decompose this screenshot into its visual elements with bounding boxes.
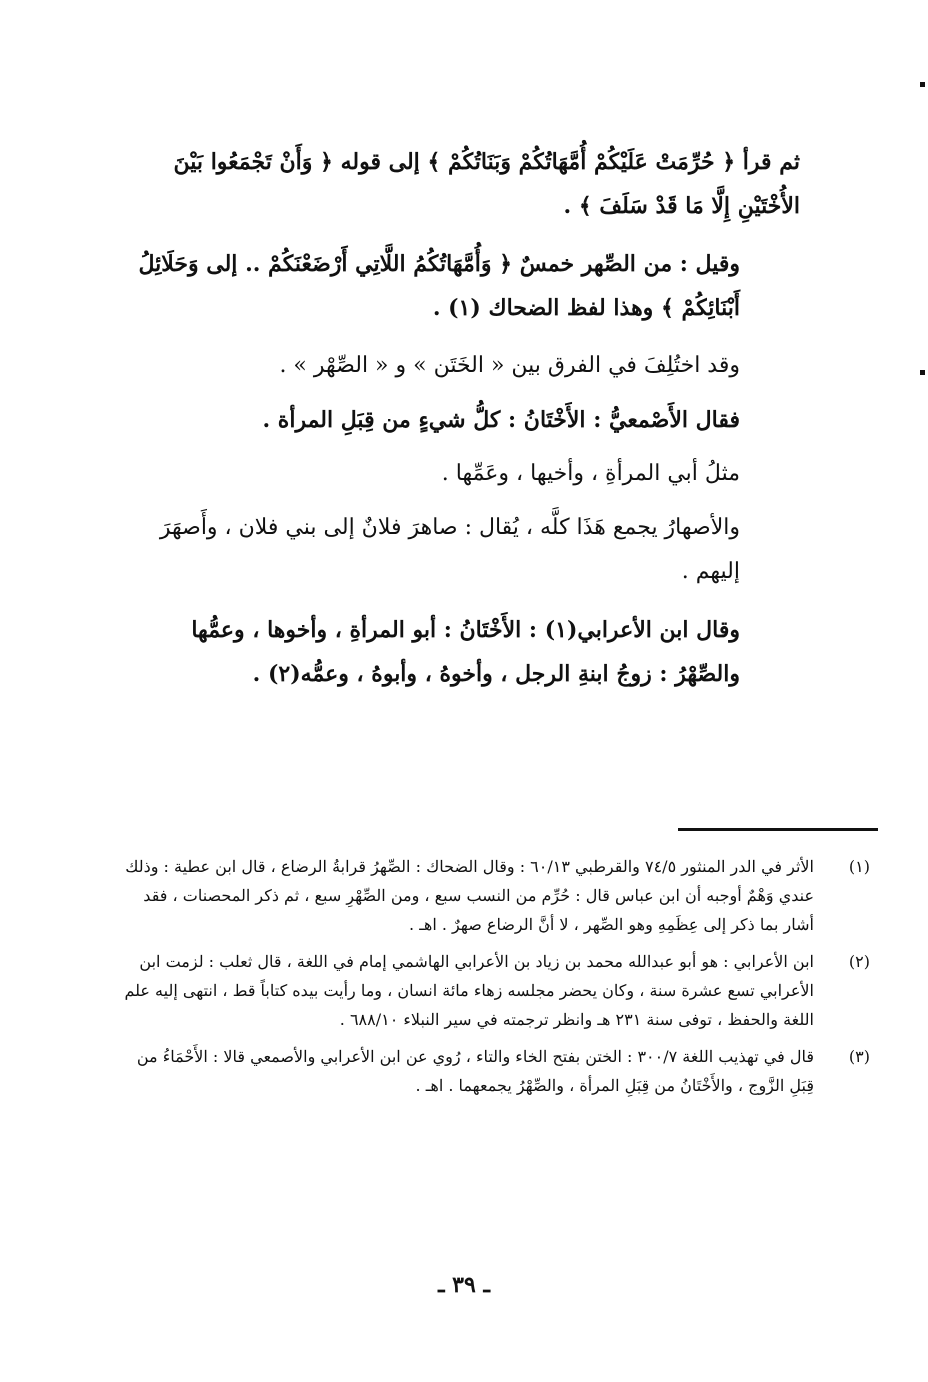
footnote-number: (٢) xyxy=(848,952,870,971)
footnote-text: الأثر في الدر المنثور ٧٤/٥ والقرطبي ٦٠/١٣ : وقال الضحاك : الصِّهرُ قرابةُ الرضاع ، قال ابن عطية : وذلك عندي وَهْمٌ أوجبه أن ابن عباس قال : حُرِّم من النسب سبع ، ومن الصِّهْرِ سبع ، ثم ذكر المحصنات ، فقد أشار بما ذكر إلى عِظَمِهِ وهو الصِّهر ، لا أنَّ الرضاع صهرٌ . اهـ . xyxy=(125,857,814,934)
footnote-divider xyxy=(678,828,878,831)
footnote-text: قال في تهذيب اللغة ٣٠٠/٧ : الختن بفتح الخاء والتاء ، رُوي عن ابن الأعرابي والأصمعي قالا : الأَحْمَاءُ من قِبَلِ الزَّوج ، والأَخْتَانُ من قِبَلِ المرأة ، والصِّهْرُ يجمعهما . اهـ . xyxy=(136,1047,814,1095)
page-number: ـ ٣٩ ـ xyxy=(438,1272,490,1298)
main-text xyxy=(120,140,800,696)
paragraph-asmai: فقال الأَصْمعيُّ : الأَخْتَانُ : كلُّ شيءٍ من قِبَلِ المرأة . xyxy=(262,407,740,433)
footnote-text: ابن الأعرابي : هو أبو عبدالله محمد بن زياد بن الأعرابي الهاشمي إمام في اللغة ، قال ثعلب : لزمت ابن الأعرابي تسع عشرة سنة ، وكان يحضر مجلسه زهاء مائة انسان ، وما رأيت بيده كتاباً قط ، انتهى إليه علم اللغة والحفظ ، توفى سنة ٢٣١ هـ وانظر ترجمته في سير النبلاء ٦٨٨/١٠ . xyxy=(124,952,814,1029)
paragraph-difference: وقد اختُلِفَ في الفرق بين « الخَتَن » و « الصِّهْر » . xyxy=(279,353,740,378)
paragraph-ibn-arabi: وقال ابن الأعرابي(١) : الأَخْتَانُ : أبو المرأةِ ، وأخوها ، وعمُّها والصِّهْرُ : زوجُ ابنةِ الرجل ، وأخوهُ ، وأبوهُ ، وعمُّه(٢) . xyxy=(191,617,740,687)
footnote xyxy=(118,1042,870,1100)
footnote-number: (٣) xyxy=(848,1047,870,1066)
margin-mark xyxy=(920,370,925,375)
margin-mark xyxy=(920,82,925,87)
paragraph-example: مثلُ أبي المرأةِ ، وأخيها ، وعَمِّها . xyxy=(441,461,740,486)
footnotes xyxy=(118,852,870,1108)
paragraph-ashar: والأصهارُ يجمع هَذَا كلَّه ، يُقال : صاهرَ فلانٌ إلى بني فلان ، وأَصهَرَ إليهم . xyxy=(159,515,740,584)
footnote xyxy=(118,852,870,939)
footnote xyxy=(118,947,870,1034)
footnote-number: (١) xyxy=(848,857,870,876)
paragraph-sihr-five: وقيل : من الصِّهر خمسٌ ﴿ وَأُمَّهَاتُكُمُ اللَّاتِي أَرْضَعْنَكُمْ .. إلى وَحَلَائِلُ أَبْنَائِكُمْ ﴾ وهذا لفظ الضحاك (١) . xyxy=(138,251,740,321)
paragraph-quran-verse: ثم قرأ ﴿ حُرِّمَتْ عَلَيْكُمْ أُمَّهَاتُكُمْ وَبَنَاتُكُمْ ﴾ إلى قوله ﴿ وَأَنْ تَجْمَعُوا بَيْنَ الأُخْتَيْنِ إِلَّا مَا قَدْ سَلَفَ ﴾ . xyxy=(173,149,800,219)
